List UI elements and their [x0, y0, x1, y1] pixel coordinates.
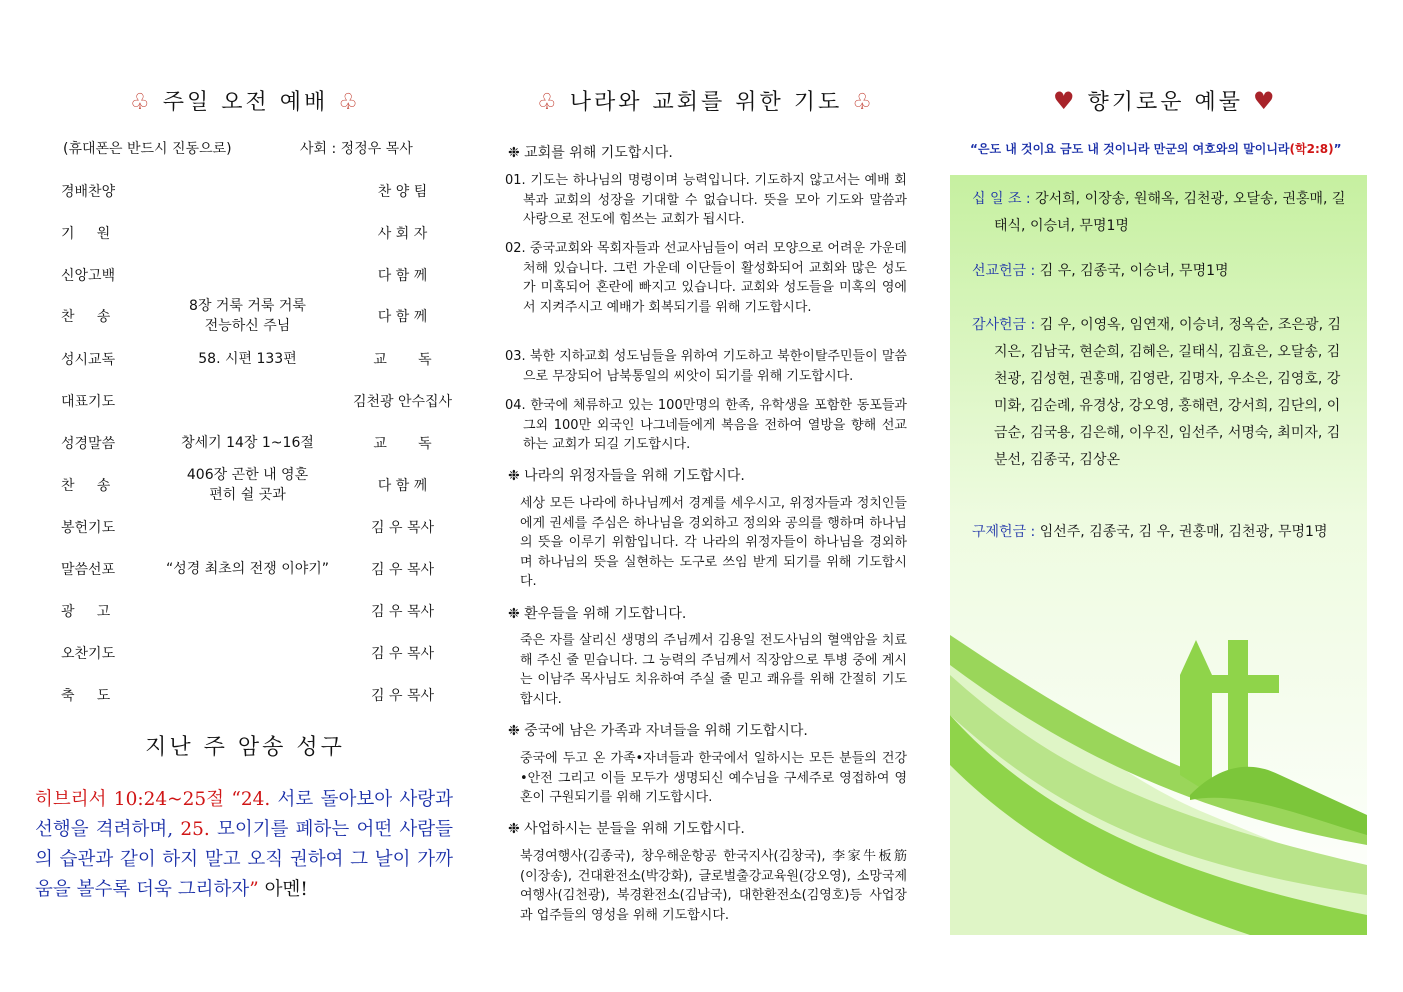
quote-reference: (학2:8): [1289, 142, 1334, 156]
offering-thanks: [972, 312, 1352, 474]
prayer-section-title: ❉ 환우들을 위해 기도합니다.: [508, 606, 687, 622]
order-item-leader: 김천광 안수집사: [352, 394, 453, 410]
verse-fragment: 모이기를 폐하는 어떤 사람들의 습관과 같이 하지 말고 오직 권하여 그 날이 가까움을 볼수록 더욱 그리하자: [35, 819, 453, 900]
worship-order-row: [0, 171, 480, 211]
green-cross-background: [950, 175, 1367, 935]
worship-order-row: [0, 633, 480, 673]
order-item-name: 기 원: [61, 226, 111, 242]
worship-order-row: [0, 339, 480, 379]
offering-label: 감사헌금 :: [972, 317, 1036, 333]
offering-names: 강서희, 이장송, 원해옥, 김천광, 오달송, 권홍매, 길태식, 이승녀, 무명1명: [994, 191, 1346, 234]
club-icon: ♧: [852, 90, 875, 115]
order-item-leader: 사 회 자: [377, 226, 428, 242]
club-icon: ♧: [130, 90, 153, 115]
prayer-section-title: ❉ 교회를 위해 기도합시다.: [508, 145, 673, 161]
worship-order-row: [0, 675, 480, 715]
order-item-leader: 김 우 목사: [371, 520, 434, 536]
verse-fragment: ”: [249, 879, 259, 900]
prayer-body: 죽은 자를 살리신 생명의 주님께서 김용일 전도사님의 혈액암을 치료해 주신 줄 믿습니다. 그 능력의 주님께서 직장암으로 투병 중에 계시는 이남주 목사님도 치유하여 주실 줄 믿고 쾌유를 위해 간절히 기도합시다.: [520, 633, 907, 707]
prayer-title: 나라와 교회를 위한 기도: [569, 90, 843, 115]
order-item-leader: 김 우 목사: [371, 562, 434, 578]
worship-order-row: [0, 423, 480, 463]
quote-text: “은도 내 것이요 금도 내 것이니라 만군의 여호와의 말이니라: [970, 142, 1290, 156]
worship-order-row: [0, 213, 480, 253]
order-item-detail: 406장 곤한 내 영혼 편히 쉴 곳과: [186, 467, 309, 503]
verse-fragment: 서로 돌아보아 사랑과 선행을 격려하며,: [35, 789, 454, 840]
presider: 사회 : 정정우 목사: [300, 141, 413, 157]
order-item-detail: 8장 거룩 거룩 거룩 전능하신 주님: [189, 298, 306, 334]
memory-verse: [35, 785, 453, 905]
offering-label: 선교헌금 :: [972, 263, 1036, 279]
heart-icon: ♥: [1253, 87, 1278, 115]
prayer-section-title: ❉ 사업하시는 분들을 위해 기도합시다.: [508, 821, 745, 837]
offering-mission: [972, 258, 1352, 285]
worship-order-row: [0, 549, 480, 589]
worship-order-row: [0, 255, 480, 295]
prayer-body: 북경여행사(김종국), 창우해운항공 한국지사(김창국), 李家牛板筋(이장송), 건대환전소(박강화), 글로벌출강교육원(강오영), 소망국제여행사(김천광), 북경환전소(김남국), 대한환전소(김영호)등 사업장과 업주들의 영성을 위해 기도합시다.: [520, 849, 907, 923]
offering-heading: [1053, 85, 1278, 116]
prayer-item: 03. 북한 지하교회 성도님들을 위하여 기도하고 북한이탈주민들이 말씀으로 무장되어 남북통일의 씨앗이 되기를 위해 기도합시다.: [505, 349, 907, 384]
offering-quote: [970, 140, 1341, 157]
order-item-leader: 김 우 목사: [371, 604, 434, 620]
offering-label: 구제헌금 :: [972, 524, 1036, 540]
order-item-leader: 다 함 께: [377, 309, 428, 325]
offering-column: [950, 0, 1367, 992]
worship-order-row: [0, 381, 480, 421]
memory-verse-title: 지난 주 암송 성구: [145, 735, 345, 760]
order-item-name: 찬 송: [61, 478, 111, 494]
order-item-name: 성시교독: [61, 352, 116, 368]
verse-amen: 아멘!: [258, 879, 308, 900]
quote-end: ”: [1333, 142, 1342, 156]
worship-order-row: [0, 296, 480, 336]
offering-title: 향기로운 예물: [1087, 90, 1244, 115]
verse-fragment: 25.: [180, 819, 210, 840]
order-item-leader: 다 함 께: [377, 268, 428, 284]
verse-fragment: “: [231, 789, 241, 810]
order-item-detail: 창세기 14장 1~16절: [181, 435, 314, 451]
order-item-leader: 찬 양 팀: [377, 184, 428, 200]
prayer-item: 02. 중국교회와 목회자들과 선교사님들이 여러 모양으로 어려운 가운데 처해 있습니다. 그런 가운데 이단들이 활성화되어 교회와 많은 성도가 미혹되어 혼란에 빠지고 있습니다. 교회와 성도들을 미혹의 영에서 지켜주시고 예배가 회복되기를 위해 기도합시다.: [505, 241, 907, 315]
offering-names: 김 우, 이영옥, 임연재, 이승녀, 정옥순, 조은광, 김지은, 김남국, 현순희, 김혜은, 길태식, 김효은, 오달송, 김천광, 김성현, 권홍매, 김영란, 김명자, 우소은, 김영호, 강미화, 김순례, 유경상, 강오영, 홍해련, 강서희, 김단의, 이금순, 김국용, 김은해, 이우진, 임선주, 서명숙, 최미자, 김분선, 김종국, 김상온: [994, 317, 1341, 468]
order-item-name: 광 고: [61, 604, 111, 620]
order-item-name: 찬 송: [61, 309, 111, 325]
club-icon: ♧: [338, 90, 361, 115]
order-item-name: 말씀선포: [61, 562, 116, 578]
prayer-body: 세상 모든 나라에 하나님께서 경계를 세우시고, 위정자들과 정치인들에게 권세를 주심은 하나님을 경외하고 정의와 공의를 행하며 하나님의 뜻을 이루기 위함입니다. 각 나라의 위정자들이 하나님을 경외하며 하나님의 뜻을 실현하는 도구로 쓰임 받게 되기를 위해 기도합시다.: [520, 496, 907, 589]
phone-notice: (휴대폰은 반드시 진동으로): [63, 141, 232, 157]
club-icon: ♧: [537, 90, 560, 115]
order-item-name: 경배찬양: [61, 184, 116, 200]
offering-tithe: [972, 186, 1352, 240]
verse-fragment: 24.: [240, 789, 271, 810]
order-item-leader: 교 독: [373, 436, 432, 452]
worship-title: 주일 오전 예배: [162, 90, 329, 115]
offering-names: 임선주, 김종국, 김 우, 권홍매, 김천광, 무명1명: [1035, 524, 1328, 540]
order-item-leader: 김 우 목사: [371, 688, 434, 704]
order-item-name: 오찬기도: [61, 646, 116, 662]
prayer-section-title: ❉ 중국에 남은 가족과 자녀들을 위해 기도합시다.: [508, 723, 808, 739]
heart-icon: ♥: [1053, 87, 1078, 115]
order-item-leader: 교 독: [373, 352, 432, 368]
order-item-detail: “성경 최초의 전쟁 이야기”: [165, 561, 330, 577]
offering-names: 김 우, 김종국, 이승녀, 무명1명: [1035, 263, 1229, 279]
offering-relief: [972, 519, 1352, 546]
order-item-name: 대표기도: [61, 394, 116, 410]
worship-order-row: [0, 591, 480, 631]
order-item-name: 성경말씀: [61, 436, 116, 452]
offering-label: 십 일 조 :: [972, 191, 1031, 207]
prayer-item: 01. 기도는 하나님의 명령이며 능력입니다. 기도하지 않고서는 예배 회복과 교회의 성장을 기대할 수 없습니다. 뜻을 모아 기도와 말씀과 사랑으로 전도에 힘쓰는 교회가 됩시다.: [505, 173, 907, 227]
verse-reference: 히브리서 10:24~25절: [35, 789, 232, 810]
order-item-name: 신앙고백: [61, 268, 116, 284]
order-item-name: 봉헌기도: [61, 520, 116, 536]
prayer-section-title: ❉ 나라의 위정자들을 위해 기도합시다.: [508, 468, 745, 484]
order-item-leader: 다 함 께: [377, 478, 428, 494]
prayer-heading: [537, 85, 875, 116]
worship-heading: [130, 85, 361, 116]
worship-order-row: [0, 507, 480, 547]
prayer-body: 중국에 두고 온 가족•자녀들과 한국에서 일하시는 모든 분들의 건강•안전 그리고 이들 모두가 생명되신 예수님을 구세주로 영접하여 영혼이 구원되기를 위해 기도합시다.: [520, 751, 907, 805]
prayer-item: 04. 한국에 체류하고 있는 100만명의 한족, 유학생을 포함한 동포들과 그외 100만 외국인 나그네들에게 복음을 전하여 열방을 향해 선교하는 교회가 되길 기도합시다.: [505, 398, 907, 452]
worship-order-row: [0, 465, 480, 505]
order-item-leader: 김 우 목사: [371, 646, 434, 662]
order-item-name: 축 도: [61, 688, 111, 704]
order-item-detail: 58. 시편 133편: [198, 351, 297, 367]
